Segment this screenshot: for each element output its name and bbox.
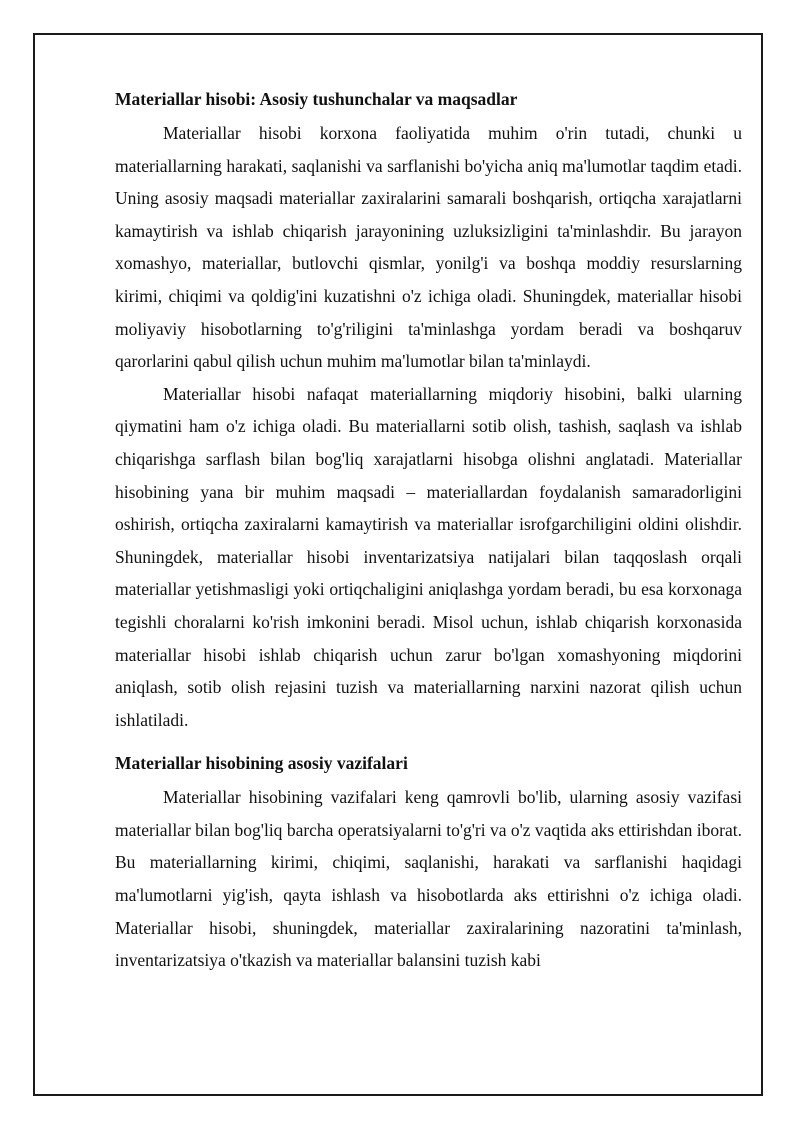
section-heading-materials-accounting: Materiallar hisobi: Asosiy tushunchalar va maqsadlar <box>115 89 518 109</box>
paragraph: Materiallar hisobining vazifalari keng qamrovli bo'lib, ularning asosiy vazifasi materiallar bilan bog'liq barcha operatsiyalarni to'g'ri va o'z vaqtida aks ettirishdan iborat. Bu materiallarning kirimi, chiqimi, saqlanishi, harakati va sarflanishi haqidagi ma'lumotlarni yig'ish, qayta ishlash va hisobotlarda aks ettirishni o'z ichiga oladi. Materiallar hisobi, shuningdek, materiallar zaxiralarining nazoratini ta'minlash, inventarizatsiya o'tkazish va materiallar balansini tuzish kabi <box>115 787 742 971</box>
document-body <box>115 86 742 977</box>
paragraph: Materiallar hisobi korxona faoliyatida muhim o'rin tutadi, chunki u materiallarning harakati, saqlanishi va sarflanishi bo'yicha aniq ma'lumotlar taqdim etadi. Uning asosiy maqsadi materiallar zaxiralarini samarali boshqarish, ortiqcha xarajatlarni kamaytirish va ishlab chiqarish jarayonining uzluksizligini ta'minlashdir. Bu jarayon xomashyo, materiallar, butlovchi qismlar, yonilg'i va boshqa moddiy resurslarning kirimi, chiqimi va qoldig'ini kuzatishni o'z ichiga oladi. Shuningdek, materiallar hisobi moliyaviy hisobotlarning to'g'riligini ta'minlashga yordam beradi va boshqaruv qarorlarini qabul qilish uchun muhim ma'lumotlar bilan ta'minlaydi. <box>115 123 742 372</box>
paragraph: Materiallar hisobi nafaqat materiallarning miqdoriy hisobini, balki ularning qiymatini ham o'z ichiga oladi. Bu materiallarni sotib olish, tashish, saqlash va ishlab chiqarishga sarflash bilan bog'liq xarajatlarni hisobga olishni anglatadi. Materiallar hisobining yana bir muhim maqsadi – materiallardan foydalanish samaradorligini oshirish, ortiqcha zaxiralarni kamaytirish va materiallar isrofgarchiligini oldini olishdir. Shuningdek, materiallar hisobi inventarizatsiya natijalari bilan taqqoslash orqali materiallar yetishmasligi yoki ortiqchaligini aniqlashga yordam beradi, bu esa korxonaga tegishli choralarni ko'rish imkonini beradi. Misol uchun, ishlab chiqarish korxonasida materiallar hisobi ishlab chiqarish uchun zarur bo'lgan xomashyoning miqdorini aniqlash, sotib olish rejasini tuzish va materiallarning narxini nazorat qilish uchun ishlatiladi. <box>115 383 742 730</box>
section-heading-main-tasks: Materiallar hisobining asosiy vazifalari <box>115 753 408 774</box>
